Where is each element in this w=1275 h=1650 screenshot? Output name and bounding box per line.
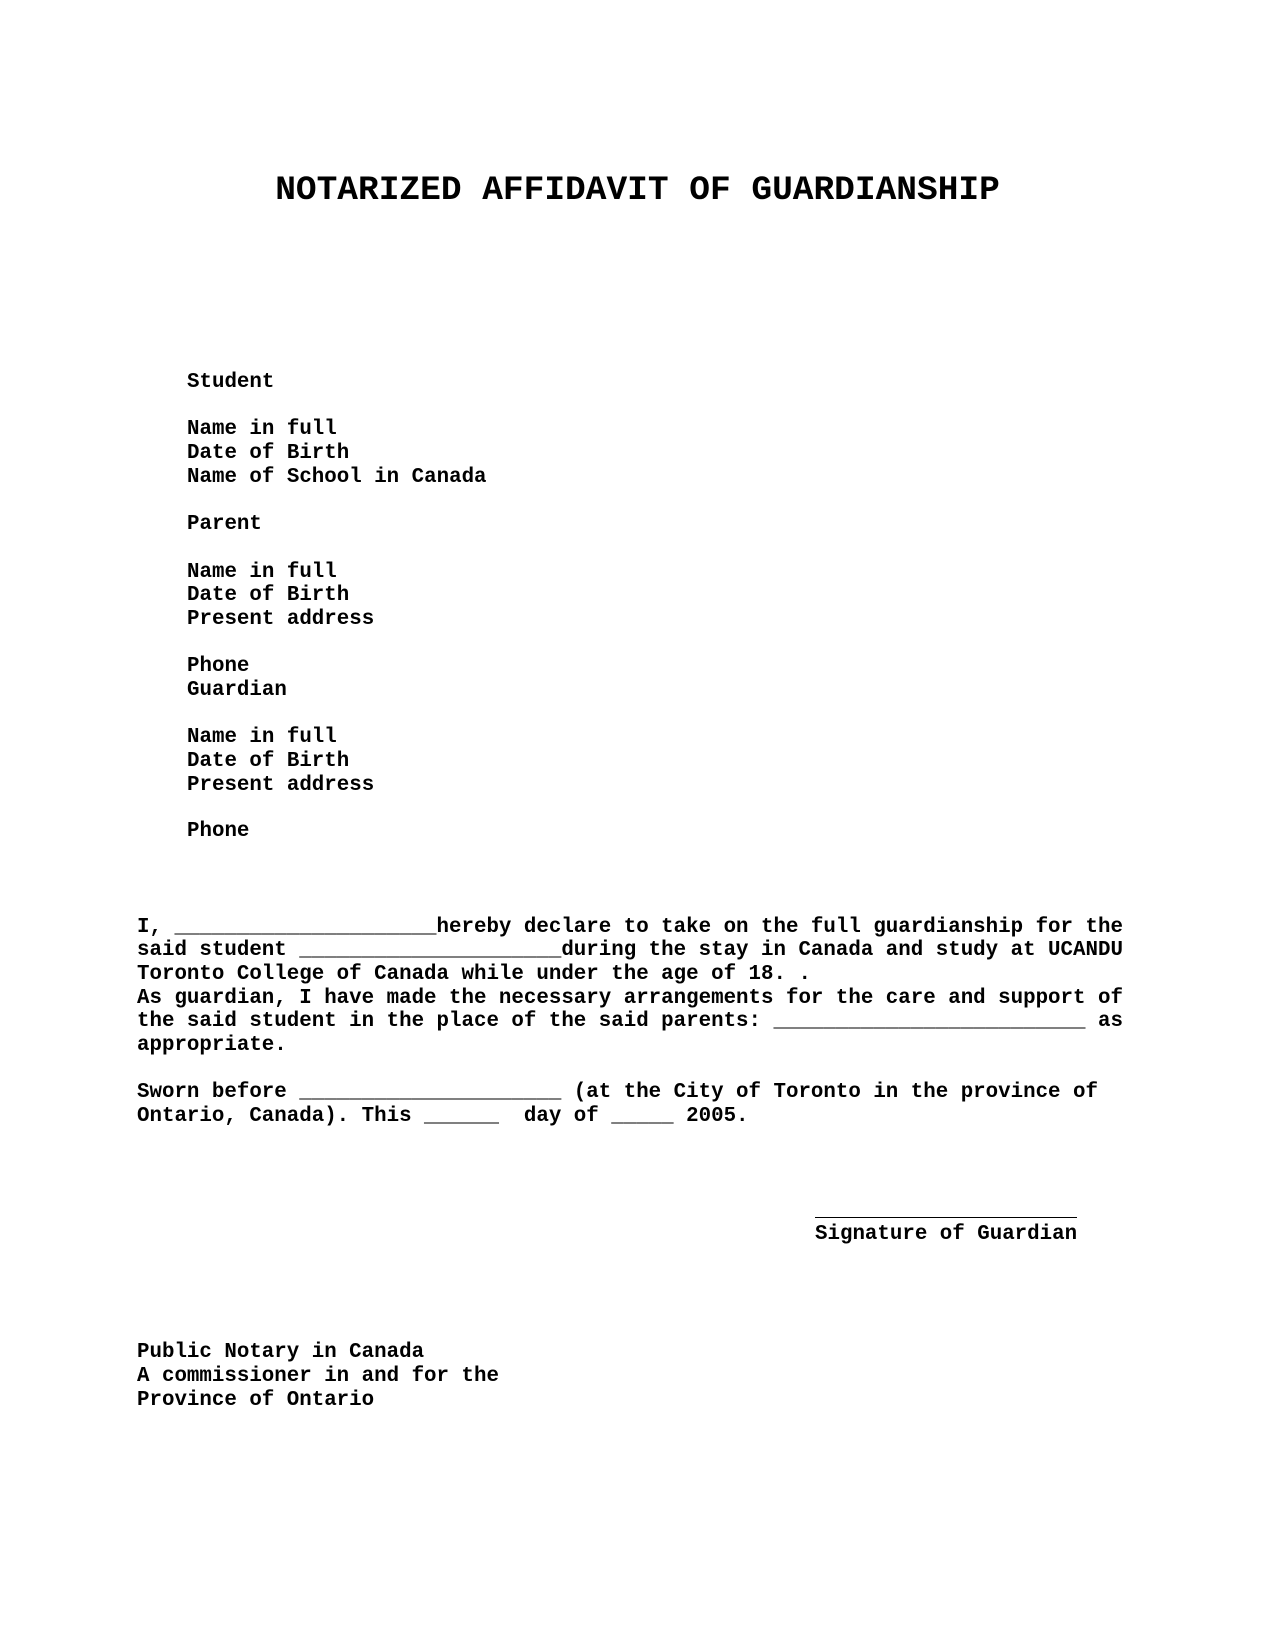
sworn-line-2: Ontario, Canada). This ______ day of _____ 2005. — [137, 1105, 749, 1128]
signature-line — [815, 1217, 1077, 1218]
student-heading: Student — [187, 371, 275, 394]
parent-name-label: Name in full — [187, 561, 337, 584]
parent-heading: Parent — [187, 513, 262, 536]
student-dob-label: Date of Birth — [187, 442, 350, 465]
parent-address-label: Present address — [187, 608, 375, 631]
guardian-heading: Guardian — [187, 679, 287, 702]
guardian-address-label: Present address — [187, 774, 375, 797]
signature-label: Signature of Guardian — [815, 1223, 1078, 1246]
title-text: NOTARIZED AFFIDAVIT OF GUARDIANSHIP — [275, 171, 1000, 210]
document-title — [0, 173, 1275, 209]
notary-line-3: Province of Ontario — [137, 1389, 375, 1412]
student-school-label: Name of School in Canada — [187, 466, 487, 489]
declaration-line-2: said student _____________________during the stay in Canada and study at UCANDU — [137, 939, 1123, 962]
declaration-line-1: I, _____________________hereby declare to take on the full guardianship for the — [137, 916, 1123, 939]
notary-line-2: A commissioner in and for the — [137, 1365, 499, 1388]
declaration-line-5: the said student in the place of the said parents: _________________________ as — [137, 1010, 1123, 1033]
declaration-line-3: Toronto College of Canada while under the age of 18. . — [137, 963, 811, 986]
notary-line-1: Public Notary in Canada — [137, 1341, 425, 1364]
guardian-name-label: Name in full — [187, 726, 337, 749]
declaration-line-4: As guardian, I have made the necessary arrangements for the care and support of — [137, 987, 1123, 1010]
parent-phone-label: Phone — [187, 655, 250, 678]
sworn-line-1: Sworn before _____________________ (at the City of Toronto in the province of — [137, 1081, 1098, 1104]
parent-dob-label: Date of Birth — [187, 584, 350, 607]
guardian-phone-label: Phone — [187, 820, 250, 843]
student-name-label: Name in full — [187, 418, 337, 441]
guardian-dob-label: Date of Birth — [187, 750, 350, 773]
declaration-line-6: appropriate. — [137, 1034, 287, 1057]
